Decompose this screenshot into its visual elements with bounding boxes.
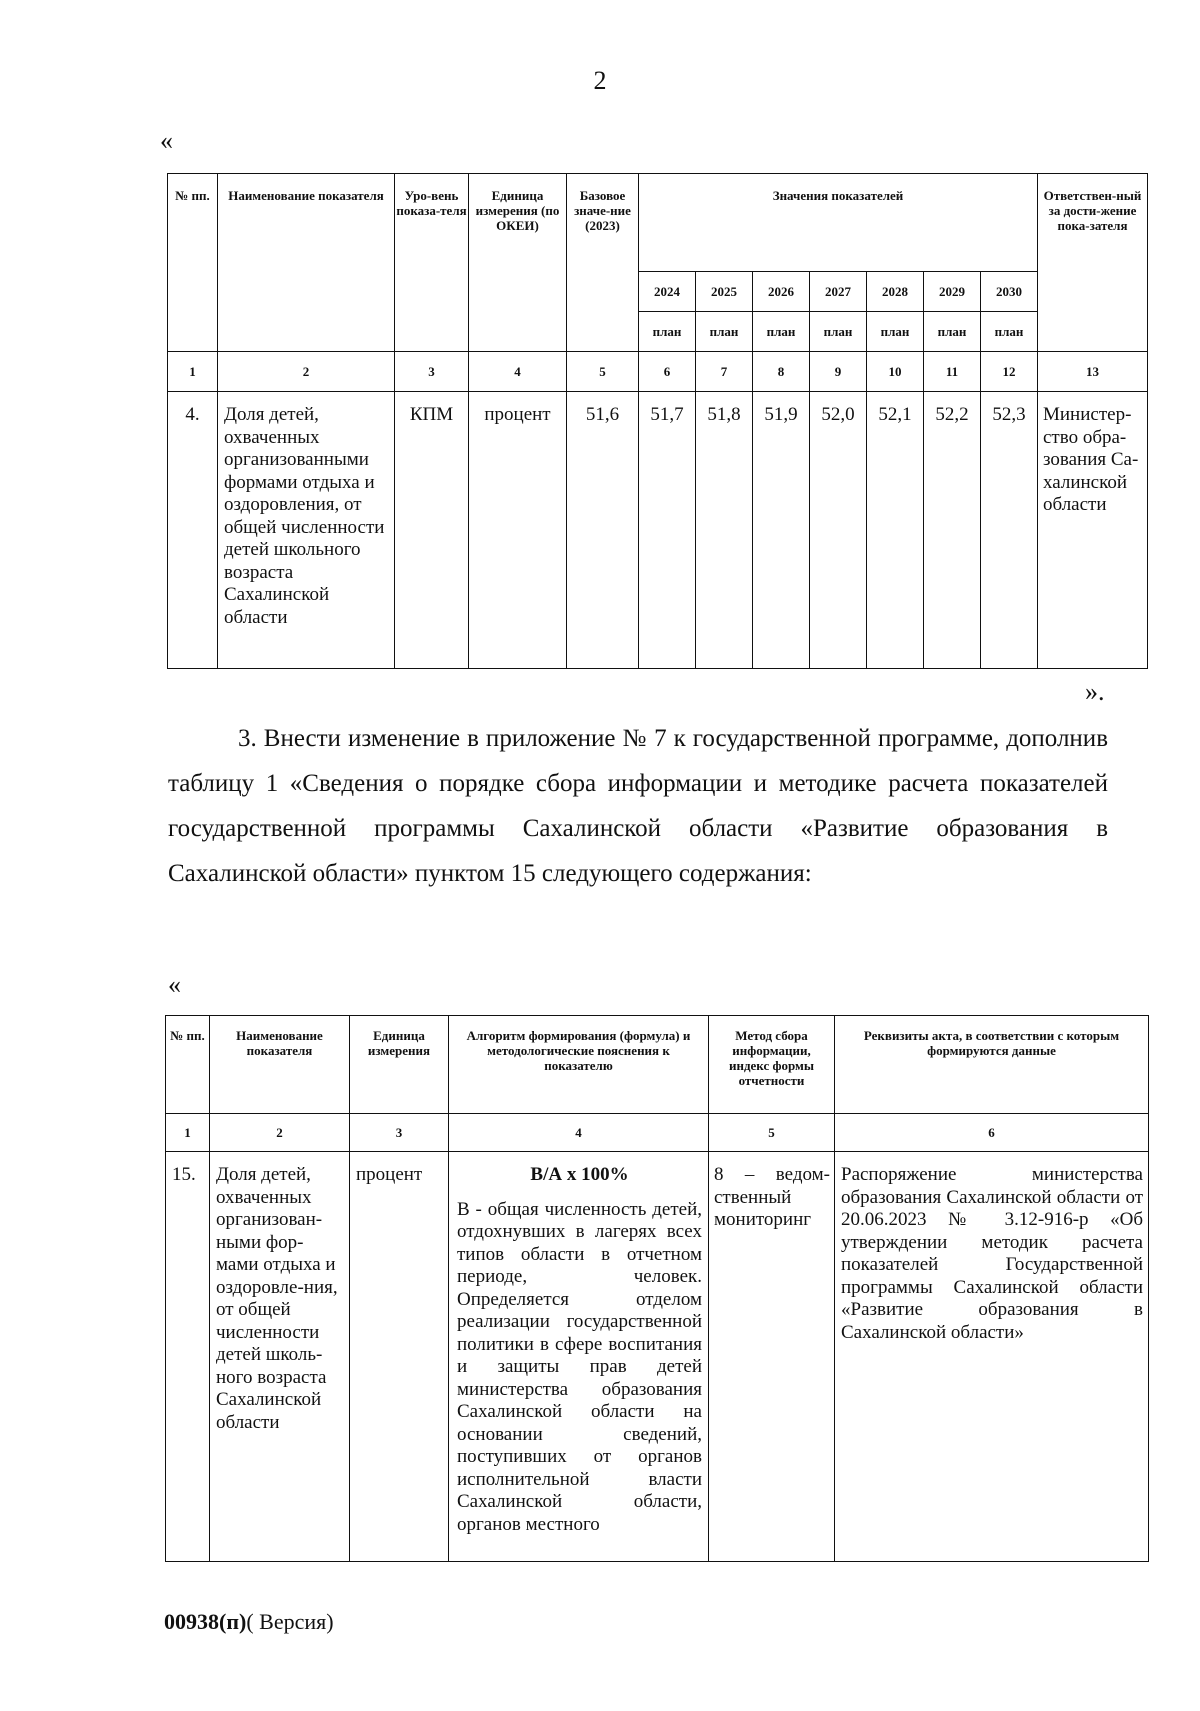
header-unit: Единица измерения: [350, 1016, 449, 1114]
algorithm-cell: [449, 1152, 709, 1562]
plan-label: план: [924, 312, 981, 352]
indicator-name: Доля детей, охваченных организованными формами отдыха и оздоровления, от общей численности детей школьного возраста Сахалинской области: [218, 392, 395, 669]
plan-label: план: [810, 312, 867, 352]
plan-label: план: [867, 312, 924, 352]
act-requisites: Распоряжение министерства образования Сахалинской области от 20.06.2023 № 3.12-916-р «Об утверждении методик расчета показателей Государственной программы Сахалинской области «Развитие образования в Сахалинской области»: [835, 1152, 1149, 1562]
row-number: 15.: [166, 1152, 210, 1562]
open-quote-1: «: [160, 126, 173, 155]
year-label: 2028: [867, 272, 924, 312]
column-number: 8: [753, 352, 810, 392]
plan-value: 52,1: [867, 392, 924, 669]
collection-method: 8 – ведом-ственный мониторинг: [709, 1152, 835, 1562]
header-level: Уро-вень показа-теля: [395, 174, 469, 352]
header-num: № пп.: [166, 1016, 210, 1114]
header-unit: Единица измерения (по ОКЕИ): [469, 174, 567, 352]
algorithm-text: В - общая численность детей, отдохнувших в лагерях всех типов области в отчетном периоде, человек. Определяется отделом реализации государственной политики в сфере воспитания и защиты прав детей министерства образования Сахалинской области на основании сведений, поступивших от органов исполнительной власти Сахалинской области, органов местного: [457, 1198, 702, 1535]
page-number: 2: [593, 66, 607, 95]
plan-label: план: [753, 312, 810, 352]
header-values: Значения показателей: [639, 174, 1038, 272]
year-label: 2024: [639, 272, 696, 312]
column-number: 2: [210, 1114, 350, 1152]
column-number: 2: [218, 352, 395, 392]
indicator-name: Доля детей, охваченных организован-ными фор-мами отдыха и оздоровле-ния, от общей численности детей школь-ного возраста Сахалинской области: [210, 1152, 350, 1562]
plan-label: план: [981, 312, 1038, 352]
column-number: 10: [867, 352, 924, 392]
header-base: Базовое значе-ние (2023): [567, 174, 639, 352]
header-name: Наименование показателя: [210, 1016, 350, 1114]
document-version: ( Версия): [246, 1609, 334, 1634]
column-number: 5: [709, 1114, 835, 1152]
open-quote-2: «: [168, 970, 181, 999]
column-number: 3: [395, 352, 469, 392]
header-name: Наименование показателя: [218, 174, 395, 352]
plan-value: 52,2: [924, 392, 981, 669]
row-number: 4.: [168, 392, 218, 669]
plan-value: 52,3: [981, 392, 1038, 669]
methodology-table: [165, 1015, 1149, 1562]
header-responsible: Ответствен-ный за дости-жение пока-зателя: [1038, 174, 1148, 352]
close-quote: ».: [1085, 677, 1105, 706]
year-label: 2025: [696, 272, 753, 312]
base-value: 51,6: [567, 392, 639, 669]
plan-label: план: [639, 312, 696, 352]
column-number: 6: [835, 1114, 1149, 1152]
indicator-unit: процент: [469, 392, 567, 669]
responsible-body: Министер-ство обра-зования Са-халинской области: [1038, 392, 1148, 669]
indicator-level: КПМ: [395, 392, 469, 669]
column-number: 1: [168, 352, 218, 392]
column-number: 7: [696, 352, 753, 392]
year-label: 2030: [981, 272, 1038, 312]
column-number: 11: [924, 352, 981, 392]
plan-value: 51,7: [639, 392, 696, 669]
indicators-table: [167, 173, 1148, 669]
plan-value: 52,0: [810, 392, 867, 669]
column-number: 5: [567, 352, 639, 392]
header-requisites: Реквизиты акта, в соответствии с которым формируются данные: [835, 1016, 1149, 1114]
year-label: 2027: [810, 272, 867, 312]
column-number: 6: [639, 352, 696, 392]
document-code: 00938(п): [164, 1609, 247, 1634]
amendment-paragraph: 3. Внести изменение в приложение № 7 к государственной программе, дополнив таблицу 1 «Сведения о порядке сбора информации и методике расчета показателей государственной программы Сахалинской области «Развитие образования в Сахалинской области» пунктом 15 следующего содержания:: [168, 725, 1108, 887]
plan-value: 51,9: [753, 392, 810, 669]
header-num: № пп.: [168, 174, 218, 352]
column-number: 1: [166, 1114, 210, 1152]
year-label: 2026: [753, 272, 810, 312]
column-number: 4: [469, 352, 567, 392]
header-algorithm: Алгоритм формирования (формула) и методологические пояснения к показателю: [449, 1016, 709, 1114]
column-number: 12: [981, 352, 1038, 392]
formula: В/А х 100%: [530, 1164, 629, 1185]
column-number: 9: [810, 352, 867, 392]
indicator-unit: процент: [350, 1152, 449, 1562]
plan-label: план: [696, 312, 753, 352]
column-number: 4: [449, 1114, 709, 1152]
column-number: 13: [1038, 352, 1148, 392]
footer: [164, 1609, 334, 1635]
plan-value: 51,8: [696, 392, 753, 669]
year-label: 2029: [924, 272, 981, 312]
header-method: Метод сбора информации, индекс формы отчетности: [709, 1016, 835, 1114]
column-number: 3: [350, 1114, 449, 1152]
